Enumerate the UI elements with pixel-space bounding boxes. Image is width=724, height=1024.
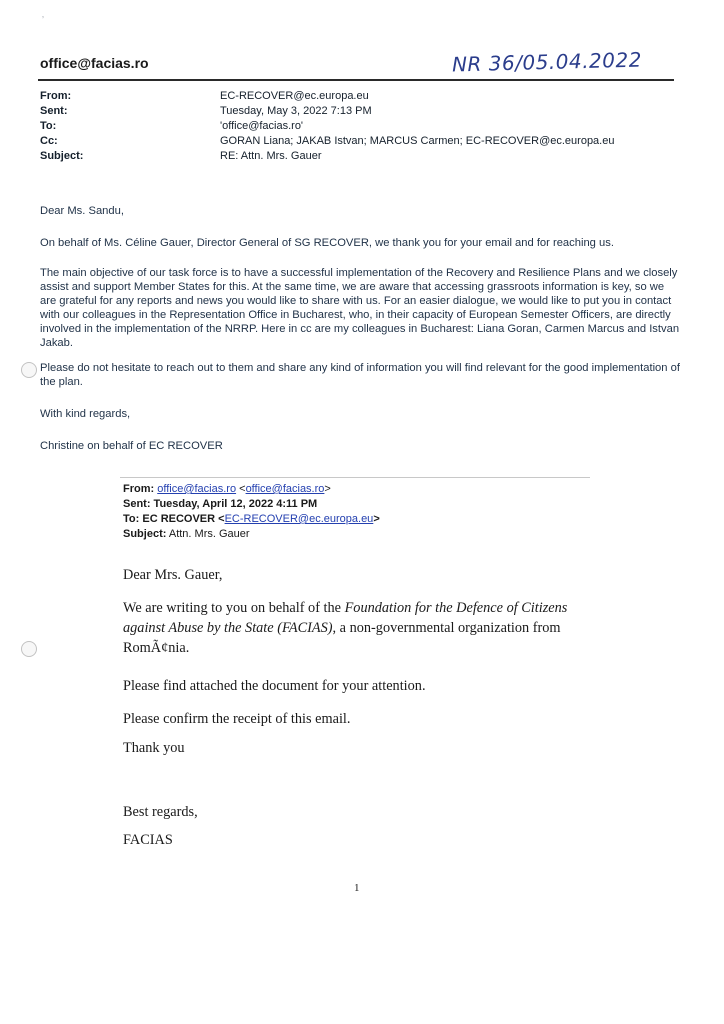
foundation-name: Foundation for the Defence of Citizens against Abuse by the State (FACIAS) bbox=[123, 600, 568, 636]
scan-mark-icon: ʼ bbox=[42, 15, 44, 25]
forwarded-paragraph-3: Please confirm the receipt of this email. bbox=[123, 711, 351, 727]
email-header bbox=[40, 89, 614, 164]
reply-greeting: Dear Ms. Sandu, bbox=[40, 205, 124, 217]
subject-value: RE: Attn. Mrs. Gauer bbox=[220, 150, 322, 162]
forwarded-from-lt: < bbox=[236, 483, 246, 495]
forwarded-subject-row bbox=[123, 527, 380, 542]
reply-paragraph-3: Please do not hesitate to reach out to them and share any kind of information you will find relevant for the good implementation of the plan. bbox=[40, 362, 680, 388]
cc-value: GORAN Liana; JAKAB Istvan; MARCUS Carmen; EC-RECOVER@ec.europa.eu bbox=[220, 135, 615, 147]
from-value: EC-RECOVER@ec.europa.eu bbox=[220, 90, 369, 102]
from-label: From: bbox=[40, 90, 72, 102]
to-row bbox=[40, 119, 614, 134]
forwarded-greeting: Dear Mrs. Gauer, bbox=[123, 567, 223, 583]
forwarded-p1-end: , a non-governmental organization from RomÃ¢nia. bbox=[123, 620, 561, 656]
subject-label: Subject: bbox=[40, 150, 84, 162]
punch-hole-icon bbox=[21, 641, 37, 657]
forwarded-sent-label: Sent: bbox=[123, 498, 151, 510]
forwarded-to-label: To: bbox=[123, 513, 140, 525]
forwarded-subject-value: Attn. Mrs. Gauer bbox=[166, 528, 250, 540]
forwarded-from-gt: > bbox=[324, 483, 331, 495]
forwarded-to-gt: > bbox=[373, 513, 380, 525]
to-label: To: bbox=[40, 120, 57, 132]
forwarded-signature: FACIAS bbox=[123, 832, 173, 848]
sent-label: Sent: bbox=[40, 105, 68, 117]
forwarded-to-name: EC RECOVER < bbox=[139, 513, 225, 525]
forwarded-paragraph-1 bbox=[123, 598, 593, 658]
reply-signature: Christine on behalf of EC RECOVER bbox=[40, 440, 223, 452]
forwarded-divider bbox=[120, 477, 590, 478]
forwarded-from-name-link[interactable]: office@facias.ro bbox=[157, 483, 237, 495]
forwarded-paragraph-2: Please find attached the document for your attention. bbox=[123, 678, 426, 694]
cc-row bbox=[40, 134, 614, 149]
reply-paragraph-1: On behalf of Ms. Céline Gauer, Director General of SG RECOVER, we thank you for your email and for reaching us. bbox=[40, 237, 614, 249]
header-divider bbox=[38, 79, 674, 81]
forwarded-header bbox=[123, 482, 380, 542]
sent-row bbox=[40, 104, 614, 119]
forwarded-sent-value: Tuesday, April 12, 2022 4:11 PM bbox=[150, 498, 318, 510]
registration-stamp: NR 36/05.04.2022 bbox=[451, 47, 643, 77]
forwarded-subject-label: Subject: bbox=[123, 528, 167, 540]
page-number: 1 bbox=[354, 882, 360, 894]
forwarded-from-label: From: bbox=[123, 483, 155, 495]
cc-label: Cc: bbox=[40, 135, 58, 147]
to-value: 'office@facias.ro' bbox=[220, 120, 304, 132]
sent-value: Tuesday, May 3, 2022 7:13 PM bbox=[220, 105, 372, 117]
forwarded-p1-start: We are writing to you on behalf of the bbox=[123, 600, 345, 616]
forwarded-from-row bbox=[123, 482, 380, 497]
from-row bbox=[40, 89, 614, 104]
forwarded-paragraph-4: Thank you bbox=[123, 740, 185, 756]
sender-address: office@facias.ro bbox=[40, 55, 149, 71]
punch-hole-icon bbox=[21, 362, 37, 378]
forwarded-sent-row bbox=[123, 497, 380, 512]
reply-paragraph-2: The main objective of our task force is to have a successful implementation of the Recovery and Resilience Plans and we closely assist and support Member States for this. At the same time, we are aware that accessing grassroots information is key, so we are grateful for any reports and news you would like to share with us. For an easier dialogue, we would like to put you in contact with our colleagues in the Representation Office in Bucharest, who, in their capacity of European Semester Officers, are directly involved in the implementation of the NRRP. Here in cc are my colleagues in Bucharest: Liana Goran, Carmen Marcus and Istvan Jakab. bbox=[40, 267, 680, 349]
forwarded-to-row bbox=[123, 512, 380, 527]
reply-closing: With kind regards, bbox=[40, 408, 131, 420]
forwarded-from-email-link[interactable]: office@facias.ro bbox=[245, 483, 325, 495]
subject-row bbox=[40, 149, 614, 164]
forwarded-to-email-link[interactable]: EC-RECOVER@ec.europa.eu bbox=[224, 513, 374, 525]
forwarded-closing: Best regards, bbox=[123, 804, 198, 820]
